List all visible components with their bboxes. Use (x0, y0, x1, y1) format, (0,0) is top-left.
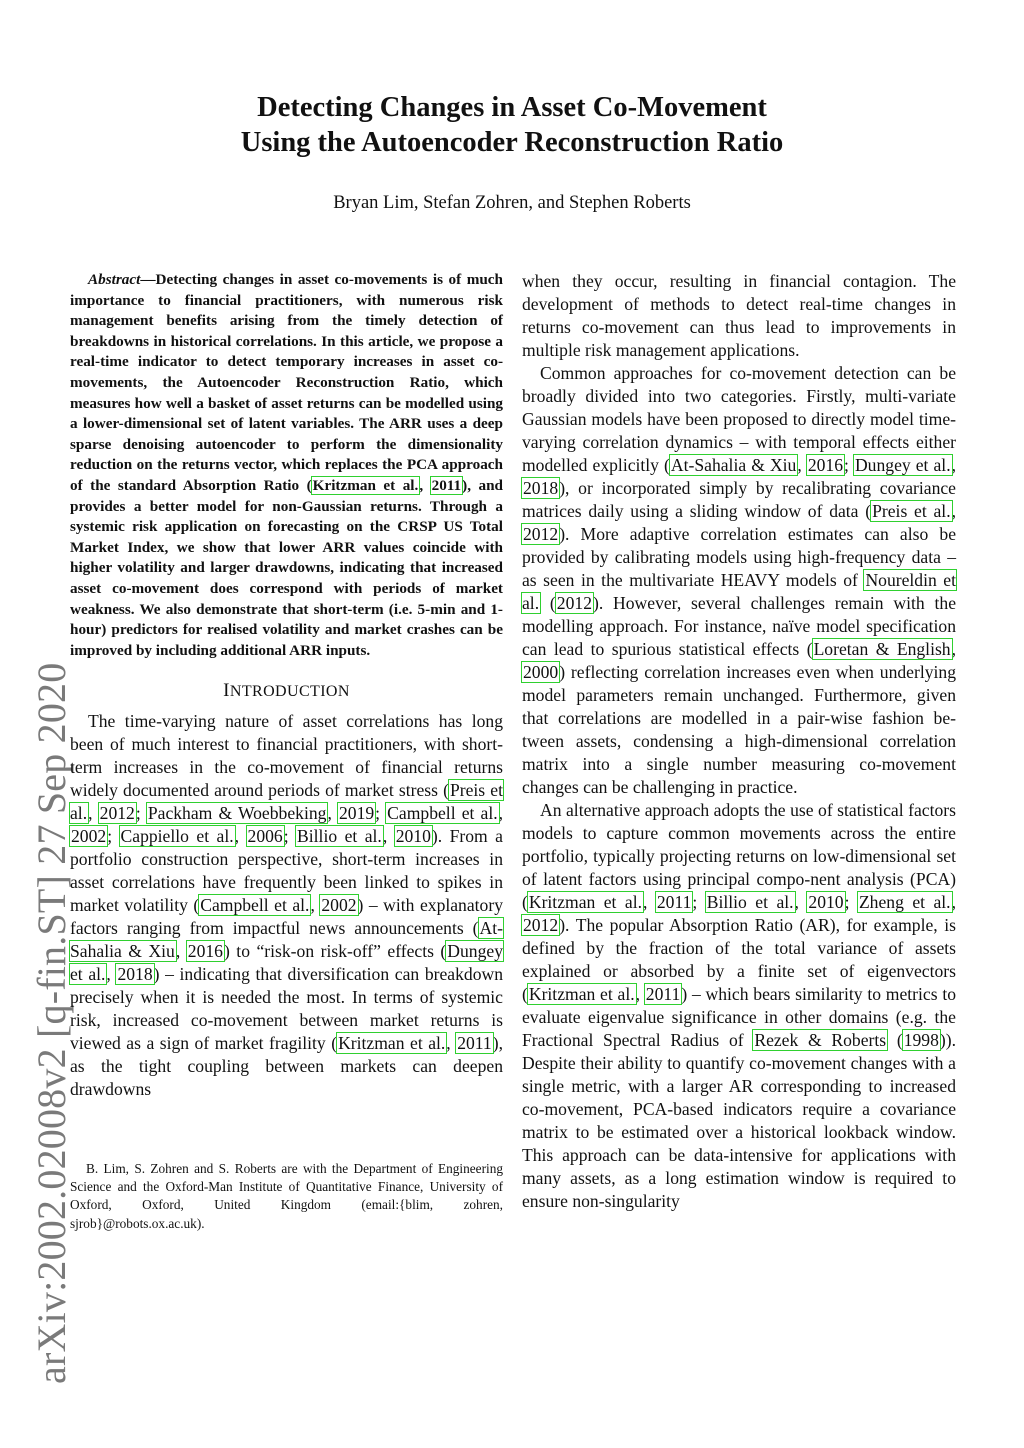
citation-link[interactable]: 2000 (523, 662, 559, 682)
body-text: ) – indicating that diversification can breakdown precisely when it is needed the most. In terms of systemic risk, increased co-movement between market returns is viewed as a sign of market fragility ( (70, 964, 503, 1054)
citation-link[interactable]: 2016 (187, 941, 223, 962)
citation-link[interactable]: Kritzman et al. (312, 476, 419, 494)
introduction-text (70, 710, 503, 1101)
citation-separator: ; (283, 826, 297, 847)
heading-rest: NTRODUCTION (229, 683, 350, 701)
paragraph (522, 799, 956, 1213)
citation-separator: , (635, 984, 645, 1004)
citation-link[interactable]: Packham & Woebbeking (147, 803, 327, 824)
paragraph (522, 362, 956, 799)
citation-separator: , (797, 455, 807, 475)
citation-link[interactable]: Kritzman et al. (528, 984, 635, 1004)
citation-separator: , (106, 964, 117, 985)
citation-link[interactable]: 2006 (247, 826, 283, 847)
citation-link[interactable]: 2002 (71, 826, 107, 847)
citation-link[interactable]: 2002 (321, 895, 357, 916)
body-text: Common approaches for co-movement detection can be broadly divided into two categories. Firstly, multi-variate Gaussian models have been proposed to directly model time-varying correlation dynamics – with temporal effects either modelled explicitly ( (522, 363, 956, 475)
body-text: ) reflecting correlation increases even when underlying model parameters remain unchanged. Furthermore, given that correlations are modelled in a pair-wise fashion be-tween assets, condensing a high-dimensional correlation matrix into a single number measuring co-movement changes can be challenging in practice. (522, 662, 956, 797)
right-column (522, 270, 956, 1213)
right-column-text (522, 270, 956, 1213)
citation-separator: , (951, 892, 956, 912)
body-text: ). More adaptive correlation estimates can also be provided by calibrating models using high-frequency data – as seen in the multivariate HEAVY models of (522, 524, 956, 590)
citation-link[interactable]: Billio et al. (706, 892, 794, 912)
author-list: Bryan Lim, Stefan Zohren, and Stephen Roberts (333, 193, 691, 213)
body-text: ), or incorporated simply by recalibrating covariance matrices daily using a sliding window of data ( (522, 478, 956, 521)
body-text: ) – which bears similarity to metrics to evaluate eigenvalue significance in other domains (e.g. the Fractional Spectral Radius of (522, 984, 957, 1050)
author-footnote (70, 1160, 503, 1233)
citation-link[interactable]: 2010 (395, 826, 431, 847)
citation-link[interactable]: Campbell et al. (200, 895, 310, 916)
citation-separator: , (643, 892, 656, 912)
paragraph: when they occur, resulting in financial contagion. The development of methods to detect real-time changes in returns co-movement can thus lead to improvements in multiple risk management applications. (522, 271, 956, 360)
body-text: ). However, several challenges remain with the modelling approach. For instance, naïve model specification can lead to spurious statistical effects ( (522, 593, 956, 659)
citation-link[interactable]: Kritzman et al. (338, 1033, 446, 1054)
citation-link[interactable]: 2012 (556, 593, 592, 613)
citation-link[interactable]: 2012 (99, 803, 135, 824)
citation-separator: ; (375, 803, 387, 824)
citation-link[interactable]: 2018 (117, 964, 153, 985)
citation-separator: , (951, 639, 957, 659)
abstract-label: Abstract (88, 271, 141, 288)
citation-link[interactable]: 2010 (808, 892, 844, 912)
citation-separator: , (498, 803, 504, 824)
abstract-text: ), and provides a better model for non-Gaussian returns. Through a systemic risk application on forecasting on the CRSP US Total Market Index, we show that lower ARR values coincide with higher volatility and larger drawdowns, indicating that increased asset co-movement does correspond with periods of market weakness. We also demonstrate that short-term (i.e. 5-min and 1-hour) predictors for realised volatility and market crashes can be improved by including additional ARR inputs. (70, 476, 503, 659)
citation-separator: , (951, 455, 956, 475)
citation-separator: ; (107, 826, 120, 847)
body-text: The time-varying nature of asset correlations has long been of much interest to financial practitioners, with short-term increases in the co-movement of financial returns widely documented around periods of market stress ( (70, 711, 503, 801)
citation-separator: ( (540, 593, 556, 613)
citation-link[interactable]: Kritzman et al. (528, 892, 642, 912)
citation-separator: ; (844, 455, 854, 475)
citation-link[interactable]: Preis et al. (70, 780, 503, 824)
left-column (70, 270, 503, 1101)
citation-link[interactable]: Cappiello et al. (120, 826, 234, 847)
citation-separator: , (175, 941, 187, 962)
body-text: An alternative approach adopts the use of statistical factors models to capture common movements across the entire portfolio, typically projecting returns on low-dimensional set of latent factors using principal compo-nent analysis (PCA) ( (522, 800, 956, 912)
citation-link[interactable]: At-Sahalia & Xiu (670, 455, 797, 475)
citation-link[interactable]: Noureldin et al. (522, 570, 956, 613)
citation-separator: , (951, 501, 956, 521)
footnote-text: B. Lim, S. Zohren and S. Roberts are with the Department of Engineering Science and the Oxford-Man Institute of Quantitative Finance, University of Oxford, Oxford, United Kingdom (email:{blim, zohren, sjrob}@robots.ox.ac.uk). (70, 1161, 503, 1231)
title-line-2: Using the Autoencoder Reconstruction Ratio (240, 127, 784, 158)
section-heading-introduction (70, 680, 503, 702)
citation-separator: ; (135, 803, 147, 824)
citation-link[interactable]: 2011 (645, 984, 681, 1004)
citation-separator: , (446, 1033, 457, 1054)
citation-separator: , (327, 803, 338, 824)
citation-separator: , (88, 803, 99, 824)
citation-link[interactable]: At-Sahalia & Xiu (70, 918, 503, 962)
citation-link[interactable]: Dungey et al. (70, 941, 503, 985)
citation-link[interactable]: Billio et al. (297, 826, 382, 847)
citation-link[interactable]: Preis et al. (872, 501, 951, 521)
citation-separator: , (234, 826, 247, 847)
citation-link[interactable]: Loretan & English (813, 639, 951, 659)
citation-separator: ; (844, 892, 858, 912)
citation-separator: , (419, 476, 431, 494)
citation-separator: , (310, 895, 321, 916)
body-text: ). From a portfolio construction perspective, short-term increases in asset correlations have frequently been linked to spikes in market volatility ( (70, 826, 503, 916)
title-line-1: Detecting Changes in Asset Co-Movement (257, 92, 767, 123)
citation-link[interactable]: Campbell et al. (387, 803, 498, 824)
citation-link[interactable]: Rezek & Roberts (754, 1030, 887, 1050)
citation-link[interactable]: 2016 (807, 455, 844, 475)
citation-link[interactable]: 2012 (523, 915, 559, 935)
citation-link[interactable]: 2012 (523, 524, 559, 544)
heading-initial: I (223, 680, 230, 702)
body-text: )). Despite their ability to quantify co-movement changes with a single metric, with a larger AR corresponding to increased co-movement, PCA-based indicators require a covariance matrix to be estimated over a historical lookback window. This approach can be data-intensive for applications with many assets, as a long estimation window is required to ensure non-singularity (522, 1030, 957, 1211)
body-text: ). The popular Absorption Ratio (AR), for example, is defined by the fraction of the total variance of assets explained or absorbed by a finite set of eigenvectors ( (522, 915, 956, 1004)
citation-separator: , (794, 892, 808, 912)
citation-link[interactable]: 2018 (523, 478, 559, 498)
citation-link[interactable]: Dungey et al. (854, 455, 951, 475)
citation-separator: , (382, 826, 395, 847)
arxiv-identifier[interactable]: arXiv:2002.02008v2 [q-fin.ST] 27 Sep 2020 (29, 662, 74, 1384)
abstract-text: —Detecting changes in asset co-movements is of much importance to financial practitioners, with numerous risk management benefits arising from the timely detection of breakdowns in historical correlations. In this article, we propose a real-time indicator to detect temporary increases in asset co-movements, the Autoencoder Reconstruction Ratio, which measures how well a basket of asset returns can be modelled using a lower-dimensional set of latent variables. The ARR uses a deep sparse denoising autoencoder to perform the dimensionality reduction on the returns vector, which replaces the PCA approach of the standard Absorption Ratio ( (70, 271, 503, 494)
paper-title (0, 90, 1024, 160)
citation-link[interactable]: 1998 (903, 1030, 939, 1050)
citation-link[interactable]: Zheng et al. (858, 892, 951, 912)
body-text: ) – with explanatory factors ranging from impactful news announcements ( (70, 895, 504, 939)
body-text: ) to “risk-on risk-off” effects ( (223, 941, 447, 962)
citation-link[interactable]: 2011 (431, 476, 462, 494)
abstract (70, 270, 503, 661)
citation-separator: ( (887, 1030, 903, 1050)
body-text: ), as the tight coupling between markets can deepen drawdowns (70, 1033, 503, 1100)
citation-separator: ; (692, 892, 706, 912)
citation-link[interactable]: 2011 (656, 892, 692, 912)
citation-link[interactable]: 2011 (457, 1033, 492, 1054)
citation-link[interactable]: 2019 (338, 803, 375, 824)
